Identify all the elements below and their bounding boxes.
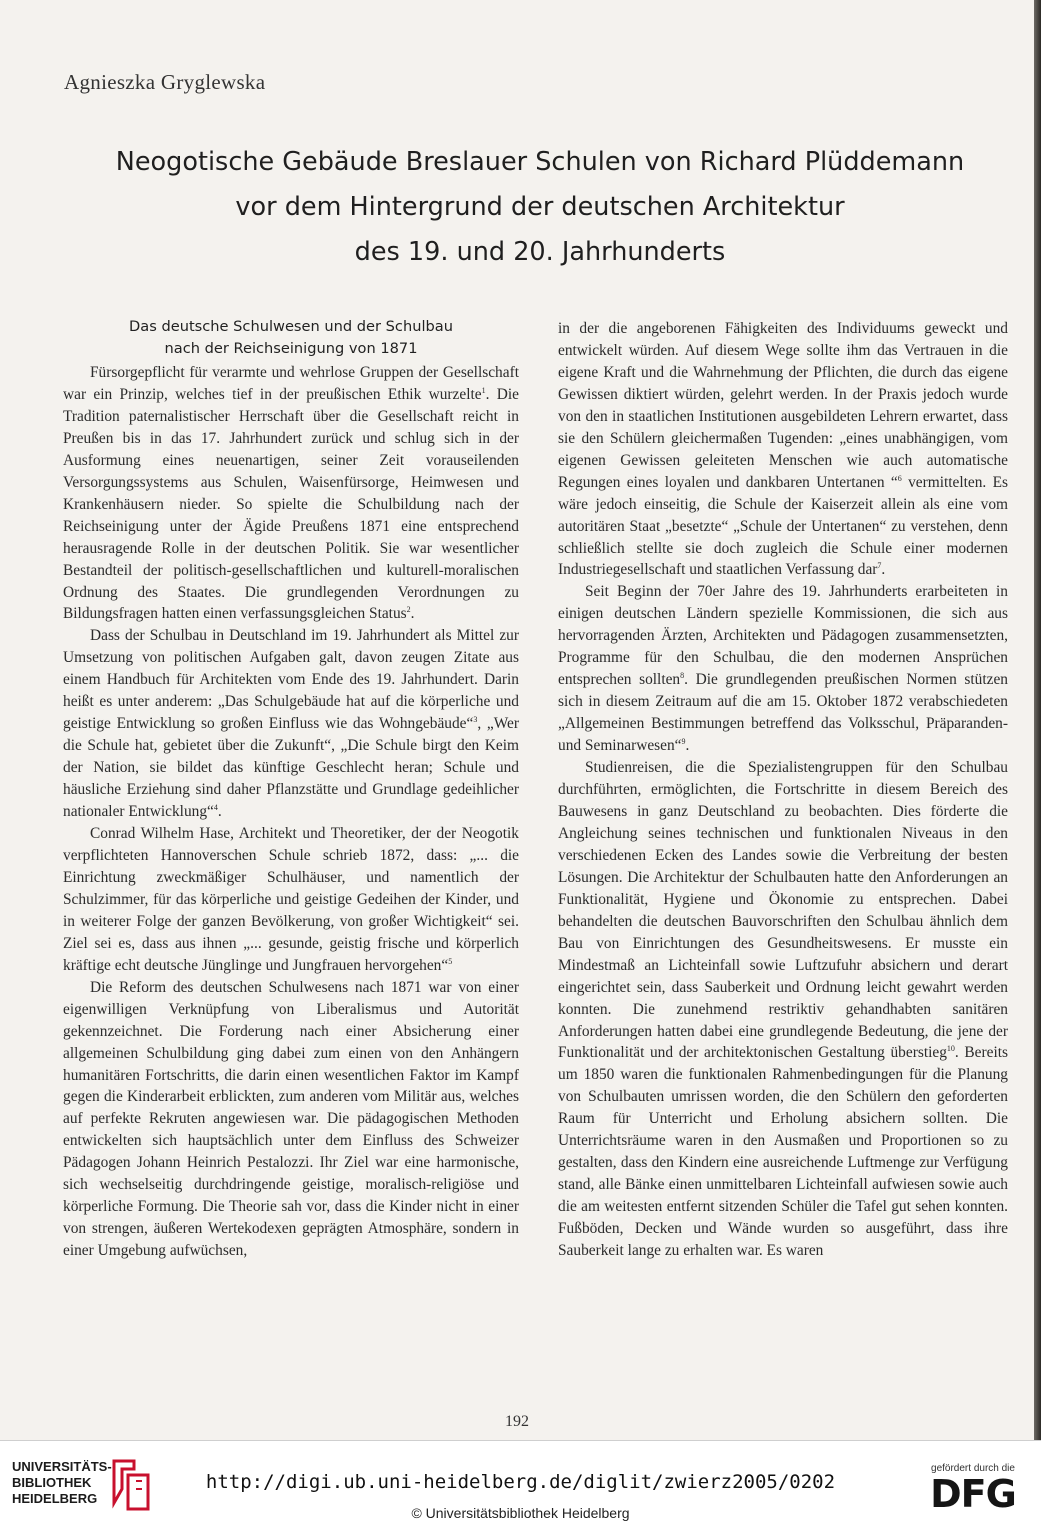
footnote-ref[interactable]: 3 [473, 715, 478, 725]
section-heading-line-1: Das deutsche Schulwesen und der Schulbau [129, 318, 453, 335]
paragraph: Dass der Schulbau in Deutschland im 19. Jahrhundert als Mittel zur Umsetzung von politischen Aufgaben galt, davon zeugen Zitate aus einem Handbuch für Architekten vom Ende des 19. Jahrhundert. Darin heißt es unter anderem: „Das Schulgebäude hat auf die körperliche und geistige Entwicklung so großen Einfluss wie das Wohngebäude“$^3$, „Wer die Schule hat, gebietet über die Zukunft“, „Die Schule birgt den Keim der Nation, sie bildet das künftige Geschlecht heran; Schule und häusliche Erziehung sind daher Pflanzstätte und Grundlage gedeihlicher nationaler Entwicklung“$^4$. [63, 627, 519, 821]
page-number: 192 [505, 1413, 529, 1430]
section-heading [63, 316, 519, 360]
viewer-footer [0, 1440, 1041, 1532]
right-column [558, 318, 1008, 1262]
footnote-ref[interactable]: 10 [946, 1044, 955, 1054]
left-column [63, 316, 519, 1262]
paragraph: Die Reform des deutschen Schulwesens nach 1871 war von einer eigenwilligen Verknüpfung von Liberalismus und Autorität gekennzeichnet. Die Forderung nach einer Absicherung einer allgemeinen Schulbildung ging dabei zum einen von den Anhängern humanitären Fortschritts, die darin einen wesentlichen Faktor im Kampf gegen die Kinderarbeit erblickten, zum anderen vom Militär aus, welches auf perfekte Rekruten angewiesen war. Die pädagogischen Methoden entwickelten sich hauptsächlich unter dem Einfluss des Schweizer Pädagogen Johann Heinrich Pestalozzi. Ihr Ziel war eine harmonische, sich wechselseitig durchdringende geistige, moralisch-religiöse und körperliche Formung. Die Theorie sah vor, dass die Kinder nicht in einer von strengen, äußeren Wertekodexen geprägten Atmosphäre, sondern in einer Umgebung aufwüchsen, [63, 978, 519, 1260]
title-line-3: des 19. und 20. Jahrhunderts [354, 237, 726, 267]
paragraph: Conrad Wilhelm Hase, Architekt und Theoretiker, der der Neogotik verpflichteten Hannoverschen Schule schrieb 1872, dass: „... die Einrichtung zweckmäßiger Schulhäuser, und namentlich der Schulzimmer, für das körperliche und geistige Gedeihen der Kinder, und in weiterer Folge der ganzen Bevölkerung, von großer Wichtigkeit“ sei. Ziel sei es, dass aus ihnen „... gesunde, geistig frische und körperlich kräftige echt deutsche Jünglinge und Jungfrauen hervorgehen“$^5$ [63, 825, 519, 974]
footnote-ref[interactable]: 9 [681, 736, 686, 746]
footnote-ref[interactable]: 1 [481, 385, 486, 395]
page-edge-shadow [1034, 0, 1041, 1440]
footnote-ref[interactable]: 7 [877, 561, 882, 571]
paragraph: in der die angeborenen Fähigkeiten des Individuums geweckt und entwickelt würden. Auf diesem Wege sollte ihm das Vertrauen in die eigene Kraft und die Wahrnehmung der Pflichten, die durch das eigene Gewissen diktiert würden, gelehrt werden. In der Praxis jedoch wurde von den in staatlichen Institutionen ausgebildeten Lehrern erwartet, dass sie den Schülern gleichermaßen Tugenden: „eines unabhängigen, vom eigenen Gewissen geleiteten Menschen wie auch automatische Regungen eines loyalen und dankbaren Untertanen “$^6$ vermittelten. Es wäre jedoch einseitig, die Schule der Kaiserzeit allein als eine vom autoritären Staat „besetzte“ „Schule der Untertanen“ zu verstehen, denn schließlich stellte sie doch zugleich die Schule einer modernen Industriegesellschaft und staatlichen Verfassung dar$^7$. [558, 320, 1009, 579]
copyright-notice: © Universitätsbibliothek Heidelberg [411, 1505, 630, 1521]
footnote-ref[interactable]: 6 [897, 473, 902, 483]
section-heading-line-2: nach der Reichseinigung von 1871 [164, 340, 418, 357]
footnote-ref[interactable]: 5 [448, 956, 453, 966]
title-line-2: vor dem Hintergrund der deutschen Architektur [235, 192, 845, 222]
article-title [60, 140, 1020, 275]
footnote-ref[interactable]: 4 [213, 802, 218, 812]
paragraph: Fürsorgepflicht für verarmte und wehrlose Gruppen der Gesellschaft war ein Prinzip, welches tief in der preußischen Ethik wurzelte$^1$. Die Tradition paternalistischer Herrschaft über die Gesellschaft reicht in Preußen bis in das 17. Jahrhundert zurück und schlug sich in der Ausformung eines neuenartigen, seiner Zeit vorauseilenden Versorgungssystems aus Schulen, Waisenfürsorge, Heimwesen und Krankenhäusern nieder. So spielte die Schulbildung nach der Reichseinigung unter der Ägide Preußens 1871 eine entsprechend herausragende Rolle in der deutschen Politik. Sie war wesentlicher Bestandteil der politisch-gesellschaftlichen und kulturell-moralischen Ordnung des Staates. Die grundlegenden Verordnungen zu Bildungsfragen hatten einen verfassungsgleichen Status$^2$. [63, 364, 519, 623]
library-name: UNIVERSITÄTS- BIBLIOTHEK HEIDELBERG [12, 1459, 112, 1506]
paragraph: Seit Beginn der 70er Jahre des 19. Jahrhunderts erarbeiteten in einigen deutschen Ländern spezielle Kommissionen, die sich aus hervorragenden Ärzten, Architekten und Pädagogen zusammensetzten, Programme für den Schulbau, die den modernen Ansprüchen entsprechen sollten$^8$. Die grundlegenden preußischen Normen stützen sich in diesem Zeitraum auf die am 15. Oktober 1872 verabschiedeten „Allgemeinen Bestimmungen betreffend das Volksschul, Präparanden- und Seminarwesen“$^9$. [558, 583, 1009, 755]
footnote-ref[interactable]: 8 [680, 671, 685, 681]
dfg-logo[interactable] [921, 1463, 1025, 1523]
funding-caption: gefördert durch die [931, 1463, 1015, 1474]
title-line-1: Neogotische Gebäude Breslauer Schulen von Richard Plüddemann [115, 147, 965, 177]
footnote-ref[interactable]: 2 [406, 605, 411, 615]
paragraph: Studienreisen, die die Spezialistengruppen für den Schulbau durchführten, ermöglichten, die Fortschritte in diesem Bereich des Bauwesens in ganz Deutschland zu beobachten. Dies förderte die Angleichung seines technischen und funktionalen Niveaus in den verschiedenen Ecken des Landes sowie die Verbreitung der besten Lösungen. Die Architektur der Schulbauten hatte den Anforderungen an Funktionalität, Hygiene und Ökonomie zu entsprechen. Dabei behandelten die deutschen Bauvorschriften den Schulbau ähnlich dem Bau von Einrichtungen des Gesundheitswesens. Er musste ein Mindestmaß an Lichteinfall sowie Luftzufuhr absichern und derart eingerichtet sein, dass Sauberkeit und Ordnung leicht gewahrt werden konnten. Die zunehmend restriktiv gehandhabten sanitären Anforderungen hatten dabei eine grundlegende Bedeutung, die jene der Funktionalität und der architektonischen Gestaltung überstieg$^{10}$. Bereits um 1850 waren die funktionalen Rahmenbedingungen für die Planung von Schulbauten umrissen worden, die den Schülern den geforderten Raum für Unterricht und Erholung absichern sollten. Die Unterrichtsräume waren in den Ausmaßen und Proportionen so zu gestalten, dass den Kindern eine ausreichende Luftmenge zur Verfügung stand, alle Bänke einen unmittelbaren Lichteinfall aufwiesen sowie auch die am weitesten entfernt sitzenden Schüler die Tafel gut sehen konnten. Fußböden, Decken und Wände wurden so ausgeführt, dass ihre Sauberkeit lange zu erhalten war. Es waren [558, 759, 1008, 1260]
author-name: Agnieszka Gryglewska [64, 70, 266, 94]
permalink[interactable]: http://digi.ub.uni-heidelberg.de/diglit/zwierz2005/0202 [205, 1471, 836, 1493]
dfg-wordmark: DFG [930, 1472, 1016, 1516]
